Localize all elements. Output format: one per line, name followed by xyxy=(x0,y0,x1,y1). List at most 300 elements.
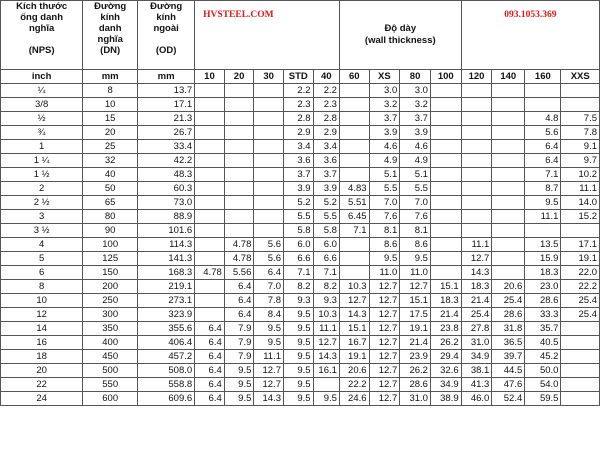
od-cell: 73.0 xyxy=(138,196,195,210)
table-body xyxy=(1,84,600,406)
thickness-cell: 6.4 xyxy=(525,154,561,168)
thickness-cell: 23.0 xyxy=(525,280,561,294)
thickness-cell: 6.0 xyxy=(313,238,339,252)
thickness-cell: 15.9 xyxy=(525,252,561,266)
thickness-cell xyxy=(561,378,600,392)
table-row xyxy=(1,238,600,252)
thickness-cell xyxy=(195,84,225,98)
thickness-cell: 11.1 xyxy=(561,182,600,196)
thickness-cell: 6.4 xyxy=(195,364,225,378)
thickness-cell: 12.7 xyxy=(369,378,400,392)
thickness-cell: 6.4 xyxy=(195,350,225,364)
thickness-cell xyxy=(254,168,284,182)
thickness-cell: 45.2 xyxy=(525,350,561,364)
thickness-cell: 9.5 xyxy=(254,336,284,350)
thickness-cell: 18.3 xyxy=(430,294,461,308)
thickness-cell: 3.9 xyxy=(313,182,339,196)
thickness-cell: 5.5 xyxy=(400,182,431,196)
thickness-cell xyxy=(339,126,369,140)
thickness-cell: 26.2 xyxy=(400,364,431,378)
thickness-cell: 6.4 xyxy=(224,294,254,308)
dn-cell: 150 xyxy=(83,266,138,280)
table-row xyxy=(1,154,600,168)
table-row xyxy=(1,98,600,112)
thickness-cell: 12.7 xyxy=(369,392,400,406)
dn-cell: 300 xyxy=(83,308,138,322)
thickness-cell: 7.5 xyxy=(561,112,600,126)
thickness-cell: 7.1 xyxy=(283,266,313,280)
thickness-cell: 38.9 xyxy=(430,392,461,406)
thickness-cell xyxy=(492,126,525,140)
thickness-cell: 9.3 xyxy=(283,294,313,308)
table-row xyxy=(1,252,600,266)
thickness-cell xyxy=(492,112,525,126)
thickness-cell: 22.0 xyxy=(561,266,600,280)
thickness-cell xyxy=(195,252,225,266)
dn-cell: 32 xyxy=(83,154,138,168)
thickness-cell: 3.4 xyxy=(283,140,313,154)
od-cell: 42.2 xyxy=(138,154,195,168)
od-cell: 355.6 xyxy=(138,322,195,336)
thickness-cell: 52.4 xyxy=(492,392,525,406)
thickness-cell xyxy=(339,238,369,252)
thickness-cell xyxy=(430,84,461,98)
thickness-cell: 17.1 xyxy=(561,238,600,252)
thickness-cell: 9.5 xyxy=(283,364,313,378)
thickness-cell xyxy=(525,98,561,112)
thickness-cell: 3.7 xyxy=(313,168,339,182)
thickness-cell: 21.4 xyxy=(430,308,461,322)
thickness-cell xyxy=(224,196,254,210)
header-dn: Đường kính danh nghĩa (DN) xyxy=(83,1,138,70)
unit-dn: mm xyxy=(83,70,138,84)
schedule-header: 30 xyxy=(254,70,284,84)
thickness-cell: 12.7 xyxy=(313,336,339,350)
thickness-cell: 40.5 xyxy=(525,336,561,350)
thickness-cell xyxy=(561,392,600,406)
thickness-cell: 2.8 xyxy=(283,112,313,126)
thickness-cell: 12.7 xyxy=(369,294,400,308)
schedule-header: 160 xyxy=(525,70,561,84)
od-cell: 457.2 xyxy=(138,350,195,364)
thickness-cell: 21.4 xyxy=(400,336,431,350)
thickness-cell: 25.4 xyxy=(561,308,600,322)
thickness-cell xyxy=(224,126,254,140)
thickness-cell xyxy=(195,196,225,210)
thickness-cell: 3.7 xyxy=(400,112,431,126)
thickness-cell: 5.2 xyxy=(313,196,339,210)
thickness-cell: 12.7 xyxy=(369,336,400,350)
table-row xyxy=(1,294,600,308)
od-cell: 17.1 xyxy=(138,98,195,112)
dn-cell: 10 xyxy=(83,98,138,112)
od-cell: 558.8 xyxy=(138,378,195,392)
thickness-cell xyxy=(461,210,492,224)
dn-cell: 200 xyxy=(83,280,138,294)
thickness-cell: 2.2 xyxy=(313,84,339,98)
thickness-cell xyxy=(224,210,254,224)
thickness-cell xyxy=(254,112,284,126)
thickness-cell: 14.3 xyxy=(339,308,369,322)
thickness-cell: 9.5 xyxy=(283,336,313,350)
thickness-cell xyxy=(561,84,600,98)
table-row xyxy=(1,112,600,126)
table-row xyxy=(1,196,600,210)
thickness-cell: 5.6 xyxy=(254,252,284,266)
thickness-cell: 47.6 xyxy=(492,378,525,392)
thickness-cell xyxy=(339,154,369,168)
thickness-cell: 5.6 xyxy=(254,238,284,252)
thickness-cell: 4.78 xyxy=(195,266,225,280)
thickness-cell: 19.1 xyxy=(561,252,600,266)
nps-cell: 2 ½ xyxy=(1,196,83,210)
thickness-cell: 9.5 xyxy=(224,378,254,392)
schedule-header: 140 xyxy=(492,70,525,84)
thickness-cell: 15.1 xyxy=(430,280,461,294)
thickness-cell xyxy=(492,84,525,98)
thickness-cell xyxy=(430,224,461,238)
thickness-cell: 11.0 xyxy=(400,266,431,280)
dn-cell: 450 xyxy=(83,350,138,364)
schedule-header: 80 xyxy=(400,70,431,84)
table-row xyxy=(1,336,600,350)
thickness-cell: 7.8 xyxy=(561,126,600,140)
thickness-cell xyxy=(430,238,461,252)
thickness-cell: 2.9 xyxy=(283,126,313,140)
thickness-cell: 5.56 xyxy=(224,266,254,280)
unit-od: mm xyxy=(138,70,195,84)
thickness-cell xyxy=(492,98,525,112)
thickness-cell: 9.5 xyxy=(313,392,339,406)
od-cell: 508.0 xyxy=(138,364,195,378)
od-cell: 60.3 xyxy=(138,182,195,196)
thickness-cell: 9.7 xyxy=(561,154,600,168)
thickness-cell: 20.6 xyxy=(339,364,369,378)
thickness-cell: 3.9 xyxy=(283,182,313,196)
nps-cell: 1 ¼ xyxy=(1,154,83,168)
thickness-cell: 8.6 xyxy=(400,238,431,252)
thickness-cell: 9.5 xyxy=(283,392,313,406)
thickness-cell xyxy=(339,98,369,112)
dn-cell: 350 xyxy=(83,322,138,336)
schedule-header: XS xyxy=(369,70,400,84)
thickness-cell xyxy=(339,140,369,154)
thickness-cell: 2.3 xyxy=(313,98,339,112)
thickness-cell: 2.8 xyxy=(313,112,339,126)
phone-number: 093.1053.369 xyxy=(461,1,599,70)
thickness-cell: 28.6 xyxy=(525,294,561,308)
thickness-cell: 21.4 xyxy=(461,294,492,308)
brand-logo-text: HVSTEEL.COM xyxy=(195,1,340,70)
thickness-cell: 4.78 xyxy=(224,252,254,266)
dn-cell: 65 xyxy=(83,196,138,210)
thickness-cell: 8.2 xyxy=(283,280,313,294)
od-cell: 21.3 xyxy=(138,112,195,126)
thickness-cell: 33.3 xyxy=(525,308,561,322)
thickness-cell: 7.0 xyxy=(400,196,431,210)
thickness-cell: 50.0 xyxy=(525,364,561,378)
thickness-cell: 3.0 xyxy=(369,84,400,98)
thickness-cell: 12.7 xyxy=(400,280,431,294)
nps-cell: 6 xyxy=(1,266,83,280)
od-cell: 13.7 xyxy=(138,84,195,98)
thickness-cell xyxy=(339,168,369,182)
thickness-cell: 5.5 xyxy=(369,182,400,196)
thickness-title: Độ dày (wall thickness) xyxy=(339,1,461,70)
thickness-cell: 8.1 xyxy=(369,224,400,238)
thickness-cell xyxy=(224,168,254,182)
thickness-cell xyxy=(561,336,600,350)
thickness-cell: 7.6 xyxy=(369,210,400,224)
thickness-cell: 16.1 xyxy=(313,364,339,378)
schedule-header: XXS xyxy=(561,70,600,84)
thickness-cell: 11.1 xyxy=(254,350,284,364)
thickness-cell: 14.3 xyxy=(461,266,492,280)
thickness-cell: 6.4 xyxy=(195,392,225,406)
dn-cell: 50 xyxy=(83,182,138,196)
thickness-cell: 41.3 xyxy=(461,378,492,392)
thickness-cell: 6.6 xyxy=(313,252,339,266)
thickness-cell xyxy=(195,280,225,294)
thickness-cell: 44.5 xyxy=(492,364,525,378)
thickness-cell: 4.6 xyxy=(369,140,400,154)
thickness-cell: 12.7 xyxy=(461,252,492,266)
thickness-cell: 10.3 xyxy=(339,280,369,294)
thickness-cell: 7.9 xyxy=(224,350,254,364)
thickness-cell: 19.1 xyxy=(339,350,369,364)
thickness-cell xyxy=(195,168,225,182)
dn-cell: 80 xyxy=(83,210,138,224)
thickness-cell xyxy=(561,322,600,336)
thickness-cell xyxy=(195,210,225,224)
thickness-cell: 6.0 xyxy=(283,238,313,252)
thickness-cell xyxy=(254,210,284,224)
thickness-cell: 9.5 xyxy=(283,322,313,336)
thickness-cell: 28.6 xyxy=(492,308,525,322)
thickness-cell xyxy=(224,84,254,98)
thickness-cell: 12.7 xyxy=(369,350,400,364)
thickness-cell xyxy=(224,98,254,112)
thickness-cell: 6.4 xyxy=(195,322,225,336)
thickness-cell: 26.2 xyxy=(430,336,461,350)
header-od: Đường kính ngoài (OD) xyxy=(138,1,195,70)
od-cell: 406.4 xyxy=(138,336,195,350)
thickness-cell xyxy=(195,294,225,308)
od-cell: 609.6 xyxy=(138,392,195,406)
thickness-cell xyxy=(461,154,492,168)
nps-cell: 24 xyxy=(1,392,83,406)
thickness-cell xyxy=(492,140,525,154)
nps-cell: 4 xyxy=(1,238,83,252)
thickness-cell: 31.8 xyxy=(492,322,525,336)
thickness-cell: 4.9 xyxy=(369,154,400,168)
thickness-cell: 12.7 xyxy=(369,364,400,378)
thickness-cell: 3.0 xyxy=(400,84,431,98)
thickness-cell: 8.6 xyxy=(369,238,400,252)
schedule-header: 20 xyxy=(224,70,254,84)
thickness-cell: 9.5 xyxy=(283,350,313,364)
thickness-cell xyxy=(195,140,225,154)
thickness-cell: 11.0 xyxy=(369,266,400,280)
nps-cell: 8 xyxy=(1,280,83,294)
table-row xyxy=(1,140,600,154)
thickness-cell: 28.6 xyxy=(400,378,431,392)
thickness-cell xyxy=(461,126,492,140)
thickness-cell: 5.1 xyxy=(369,168,400,182)
nps-cell: 5 xyxy=(1,252,83,266)
thickness-cell: 5.51 xyxy=(339,196,369,210)
thickness-cell: 4.78 xyxy=(224,238,254,252)
thickness-cell: 9.5 xyxy=(400,252,431,266)
thickness-cell: 7.1 xyxy=(313,266,339,280)
thickness-cell xyxy=(492,224,525,238)
thickness-cell: 38.1 xyxy=(461,364,492,378)
od-cell: 273.1 xyxy=(138,294,195,308)
thickness-cell: 46.0 xyxy=(461,392,492,406)
thickness-cell xyxy=(254,98,284,112)
thickness-cell xyxy=(430,252,461,266)
od-cell: 26.7 xyxy=(138,126,195,140)
thickness-cell: 20.6 xyxy=(492,280,525,294)
thickness-cell: 8.7 xyxy=(525,182,561,196)
thickness-cell xyxy=(461,182,492,196)
thickness-cell xyxy=(224,140,254,154)
thickness-cell: 6.4 xyxy=(195,336,225,350)
thickness-cell xyxy=(461,140,492,154)
thickness-cell: 34.9 xyxy=(430,378,461,392)
thickness-cell xyxy=(195,308,225,322)
od-cell: 141.3 xyxy=(138,252,195,266)
thickness-cell: 7.0 xyxy=(254,280,284,294)
thickness-cell xyxy=(339,84,369,98)
table-row xyxy=(1,350,600,364)
thickness-cell: 17.5 xyxy=(400,308,431,322)
schedule-header: 100 xyxy=(430,70,461,84)
thickness-cell xyxy=(254,126,284,140)
thickness-cell: 13.5 xyxy=(525,238,561,252)
thickness-cell: 9.5 xyxy=(525,196,561,210)
thickness-cell: 7.9 xyxy=(224,322,254,336)
thickness-cell xyxy=(492,154,525,168)
table-row xyxy=(1,392,600,406)
thickness-cell xyxy=(461,112,492,126)
thickness-cell: 6.4 xyxy=(254,266,284,280)
thickness-cell xyxy=(195,224,225,238)
thickness-cell xyxy=(461,84,492,98)
thickness-cell: 25.4 xyxy=(461,308,492,322)
thickness-cell xyxy=(461,168,492,182)
thickness-cell: 12.7 xyxy=(254,378,284,392)
thickness-cell: 23.9 xyxy=(400,350,431,364)
thickness-cell xyxy=(224,182,254,196)
thickness-cell: 11.1 xyxy=(525,210,561,224)
thickness-cell: 9.5 xyxy=(254,322,284,336)
thickness-cell: 3.4 xyxy=(313,140,339,154)
dn-cell: 15 xyxy=(83,112,138,126)
thickness-cell: 12.7 xyxy=(339,294,369,308)
dn-cell: 40 xyxy=(83,168,138,182)
table-row xyxy=(1,224,600,238)
od-cell: 33.4 xyxy=(138,140,195,154)
thickness-cell: 7.1 xyxy=(339,224,369,238)
thickness-cell: 15.2 xyxy=(561,210,600,224)
dn-cell: 25 xyxy=(83,140,138,154)
dn-cell: 550 xyxy=(83,378,138,392)
schedule-header: 10 xyxy=(195,70,225,84)
thickness-cell xyxy=(525,84,561,98)
thickness-cell: 4.83 xyxy=(339,182,369,196)
thickness-cell: 12.7 xyxy=(369,280,400,294)
thickness-cell: 14.0 xyxy=(561,196,600,210)
thickness-cell xyxy=(561,98,600,112)
thickness-cell xyxy=(492,210,525,224)
nps-cell: 2 xyxy=(1,182,83,196)
thickness-cell: 9.5 xyxy=(369,252,400,266)
thickness-cell: 32.6 xyxy=(430,364,461,378)
thickness-cell: 18.3 xyxy=(461,280,492,294)
thickness-cell: 22.2 xyxy=(561,280,600,294)
od-cell: 168.3 xyxy=(138,266,195,280)
table-row xyxy=(1,182,600,196)
thickness-cell: 9.5 xyxy=(224,392,254,406)
nps-cell: 14 xyxy=(1,322,83,336)
thickness-cell xyxy=(313,378,339,392)
thickness-cell xyxy=(461,98,492,112)
thickness-cell xyxy=(430,154,461,168)
thickness-cell xyxy=(492,196,525,210)
thickness-cell: 3.7 xyxy=(283,168,313,182)
od-cell: 88.9 xyxy=(138,210,195,224)
table-row xyxy=(1,308,600,322)
od-cell: 101.6 xyxy=(138,224,195,238)
thickness-cell xyxy=(254,182,284,196)
thickness-cell xyxy=(430,98,461,112)
thickness-cell xyxy=(430,196,461,210)
thickness-cell xyxy=(430,182,461,196)
thickness-cell: 15.1 xyxy=(400,294,431,308)
thickness-cell xyxy=(254,84,284,98)
thickness-cell: 7.8 xyxy=(254,294,284,308)
thickness-cell: 14.3 xyxy=(254,392,284,406)
thickness-cell: 3.6 xyxy=(283,154,313,168)
thickness-cell: 3.2 xyxy=(369,98,400,112)
table-row xyxy=(1,266,600,280)
thickness-cell: 31.0 xyxy=(400,392,431,406)
thickness-cell: 14.3 xyxy=(313,350,339,364)
schedule-header: 120 xyxy=(461,70,492,84)
thickness-cell: 6.4 xyxy=(525,140,561,154)
thickness-cell: 9.3 xyxy=(313,294,339,308)
thickness-cell xyxy=(254,196,284,210)
thickness-cell xyxy=(254,154,284,168)
table-row xyxy=(1,280,600,294)
thickness-cell: 10.2 xyxy=(561,168,600,182)
thickness-cell xyxy=(339,112,369,126)
thickness-cell xyxy=(195,238,225,252)
thickness-cell: 3.9 xyxy=(369,126,400,140)
thickness-cell xyxy=(224,154,254,168)
thickness-cell: 9.1 xyxy=(561,140,600,154)
thickness-cell: 3.6 xyxy=(313,154,339,168)
thickness-cell: 35.7 xyxy=(525,322,561,336)
thickness-cell xyxy=(224,224,254,238)
thickness-cell xyxy=(561,224,600,238)
thickness-cell xyxy=(492,182,525,196)
table-row xyxy=(1,378,600,392)
thickness-cell: 6.45 xyxy=(339,210,369,224)
thickness-cell xyxy=(224,112,254,126)
unit-nps: inch xyxy=(1,70,83,84)
